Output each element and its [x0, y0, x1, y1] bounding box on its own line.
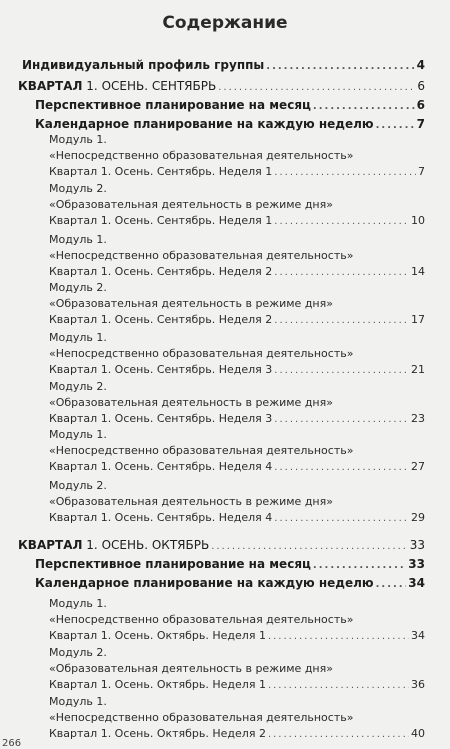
- module-number: Модуль 2.: [49, 646, 107, 659]
- module-period: Квартал 1. Осень. Октябрь. Неделя 1: [49, 678, 266, 691]
- module-period: Квартал 1. Осень. Сентябрь. Неделя 4: [49, 460, 273, 473]
- module-period: Квартал 1. Осень. Сентябрь. Неделя 3: [49, 412, 273, 425]
- dot-leader: [274, 216, 409, 227]
- dot-leader: [274, 414, 409, 425]
- module-number: Модуль 2.: [49, 380, 107, 393]
- toc-page-number: 34: [408, 576, 425, 590]
- dot-leader: [266, 61, 414, 72]
- module-title: «Непосредственно образовательная деятельность»: [49, 711, 354, 724]
- dot-leader: [268, 680, 409, 691]
- toc-entry-title: Перспективное планирование на месяц: [35, 557, 311, 571]
- toc-entry[interactable]: [49, 363, 425, 376]
- toc-entry[interactable]: [49, 265, 425, 278]
- dot-leader: [313, 101, 415, 112]
- dot-leader: [211, 541, 408, 552]
- toc-entry-title: Календарное планирование на каждую неделю: [35, 117, 374, 131]
- module-title: «Непосредственно образовательная деятельность»: [49, 249, 354, 262]
- toc-entry[interactable]: [22, 58, 425, 72]
- module-title: «Непосредственно образовательная деятельность»: [49, 613, 354, 626]
- toc-page-number: 10: [411, 214, 425, 227]
- module-number: Модуль 1.: [49, 331, 107, 344]
- module-period: Квартал 1. Осень. Сентябрь. Неделя 1: [49, 165, 273, 178]
- toc-page-number: 6: [416, 98, 425, 112]
- toc-entry-title: Перспективное планирование на месяц: [35, 98, 311, 112]
- toc-entry[interactable]: [35, 117, 425, 131]
- toc-section-title: [18, 538, 209, 552]
- dot-leader: [268, 729, 409, 740]
- toc-page-number: 36: [411, 678, 425, 691]
- toc-page-number: 27: [411, 460, 425, 473]
- toc-entry-title: Индивидуальный профиль группы: [22, 58, 265, 72]
- module-period: Квартал 1. Осень. Сентябрь. Неделя 1: [49, 214, 273, 227]
- dot-leader: [274, 167, 416, 178]
- module-period: Квартал 1. Осень. Сентябрь. Неделя 3: [49, 363, 273, 376]
- toc-page-number: 23: [411, 412, 425, 425]
- toc-page-number: 7: [416, 117, 425, 131]
- module-number: Модуль 1.: [49, 695, 107, 708]
- module-period: Квартал 1. Осень. Сентябрь. Неделя 2: [49, 265, 273, 278]
- module-number: Модуль 2.: [49, 281, 107, 294]
- toc-page-number: 33: [408, 557, 425, 571]
- module-period: Квартал 1. Осень. Сентябрь. Неделя 4: [49, 511, 273, 524]
- toc-entry[interactable]: [49, 629, 425, 642]
- dot-leader: [218, 82, 415, 93]
- section-prefix: КВАРТАЛ: [18, 79, 83, 93]
- toc-entry[interactable]: [18, 538, 425, 552]
- module-period: Квартал 1. Осень. Сентябрь. Неделя 2: [49, 313, 273, 326]
- toc-entry-title: Календарное планирование на каждую неделю: [35, 576, 374, 590]
- module-title: «Непосредственно образовательная деятельность»: [49, 444, 354, 457]
- page-number: 266: [2, 738, 22, 749]
- module-title: «Образовательная деятельность в режиме дня»: [49, 662, 333, 675]
- dot-leader: [313, 560, 406, 571]
- module-title: «Образовательная деятельность в режиме дня»: [49, 198, 333, 211]
- module-number: Модуль 1.: [49, 233, 107, 246]
- toc-entry[interactable]: [49, 678, 425, 691]
- toc-page-number: 14: [411, 265, 425, 278]
- toc-entry[interactable]: [35, 557, 425, 571]
- dot-leader: [274, 513, 409, 524]
- toc-page-number: 6: [417, 79, 425, 93]
- toc-page-number: 21: [411, 363, 425, 376]
- module-number: Модуль 2.: [49, 479, 107, 492]
- dot-leader: [376, 579, 407, 590]
- module-title: «Образовательная деятельность в режиме дня»: [49, 297, 333, 310]
- section-prefix: КВАРТАЛ: [18, 538, 83, 552]
- dot-leader: [274, 267, 409, 278]
- dot-leader: [376, 120, 415, 131]
- toc-page-number: 34: [411, 629, 425, 642]
- toc-entry[interactable]: [49, 511, 425, 524]
- toc-entry[interactable]: [18, 79, 425, 93]
- page-title: Содержание: [162, 13, 288, 33]
- dot-leader: [274, 315, 409, 326]
- toc-entry[interactable]: [49, 165, 425, 178]
- dot-leader: [274, 462, 409, 473]
- toc-page-number: 4: [416, 58, 425, 72]
- dot-leader: [268, 631, 409, 642]
- toc-entry[interactable]: [49, 460, 425, 473]
- toc-page-number: 33: [409, 538, 425, 552]
- module-number: Модуль 1.: [49, 133, 107, 146]
- module-title: «Образовательная деятельность в режиме дня»: [49, 495, 333, 508]
- toc-entry[interactable]: [35, 98, 425, 112]
- module-number: Модуль 1.: [49, 597, 107, 610]
- section-rest: 1. ОСЕНЬ. ОКТЯБРЬ: [82, 538, 210, 552]
- toc-entry[interactable]: [49, 214, 425, 227]
- dot-leader: [274, 365, 409, 376]
- toc-page-number: 29: [411, 511, 425, 524]
- section-rest: 1. ОСЕНЬ. СЕНТЯБРЬ: [82, 79, 217, 93]
- module-title: «Образовательная деятельность в режиме дня»: [49, 396, 333, 409]
- module-number: Модуль 2.: [49, 182, 107, 195]
- module-period: Квартал 1. Осень. Октябрь. Неделя 1: [49, 629, 266, 642]
- toc-section-title: [18, 79, 216, 93]
- toc-page-number: 40: [411, 727, 425, 740]
- toc-entry[interactable]: [49, 412, 425, 425]
- toc-entry[interactable]: [49, 727, 425, 740]
- module-title: «Непосредственно образовательная деятельность»: [49, 149, 354, 162]
- toc-page-number: 7: [418, 165, 425, 178]
- toc-page-number: 17: [411, 313, 425, 326]
- module-title: «Непосредственно образовательная деятельность»: [49, 347, 354, 360]
- toc-entry[interactable]: [49, 313, 425, 326]
- module-number: Модуль 1.: [49, 428, 107, 441]
- module-period: Квартал 1. Осень. Октябрь. Неделя 2: [49, 727, 266, 740]
- toc-entry[interactable]: [35, 576, 425, 590]
